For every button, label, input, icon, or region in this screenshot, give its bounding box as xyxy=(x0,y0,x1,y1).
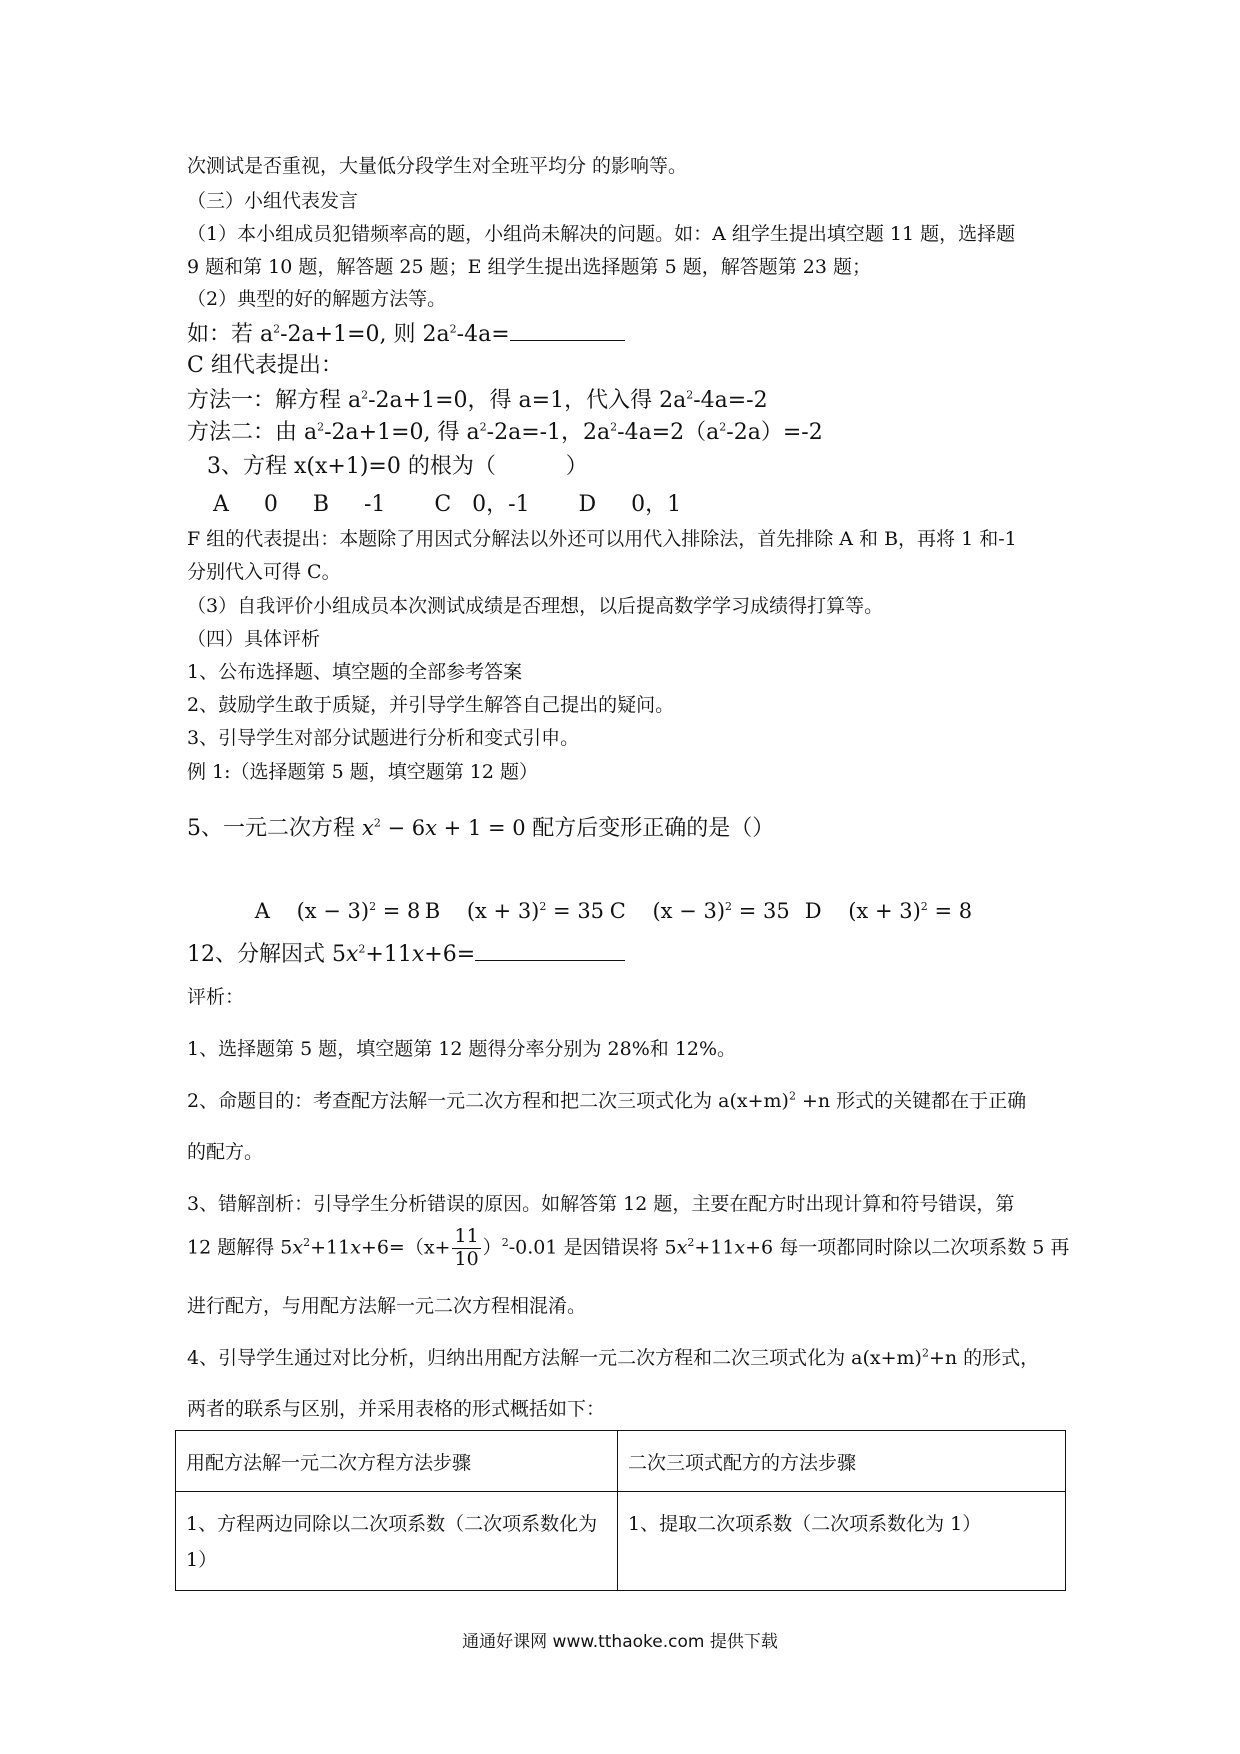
option-a xyxy=(255,901,425,922)
comparison-table xyxy=(175,1430,1066,1591)
text-run: +n 形式的关键都在于正确 xyxy=(795,1090,1027,1112)
section-heading: （三）小组代表发言 xyxy=(187,190,359,212)
table-header-cell: 用配方法解一元二次方程方法步骤 xyxy=(176,1431,618,1492)
exponent: 2 xyxy=(373,816,381,830)
text-line: 两者的联系与区别，并采用表格的形式概括如下： xyxy=(187,1398,606,1420)
text-run: 如：若 a xyxy=(187,322,274,347)
text-run: 12 题解得 5 xyxy=(187,1236,293,1259)
text-line: 9 题和第 10 题，解答题 25 题；E 组学生提出选择题第 5 题，解答题第 23 题； xyxy=(187,256,871,278)
method-two-line xyxy=(187,422,823,444)
exponent: 2 xyxy=(921,1346,929,1360)
fraction-denominator: 10 xyxy=(454,1247,479,1270)
exponent: 2 xyxy=(449,322,457,336)
option-c-value: = 35 xyxy=(732,899,790,923)
text-run: ） xyxy=(482,1236,502,1259)
text-line xyxy=(187,1089,1027,1112)
exponent: 2 xyxy=(539,900,547,913)
text-line: 评析： xyxy=(187,986,245,1008)
text-run: +6=（x+ xyxy=(360,1236,451,1259)
page-footer: 通通好课网 www.tthaoke.com 提供下载 xyxy=(462,1632,778,1652)
question-5-line xyxy=(187,818,774,840)
text-run: +11 xyxy=(310,1236,351,1259)
table-cell: 1、提取二次项系数（二次项系数化为 1） xyxy=(618,1492,1066,1591)
text-run: -4a=-2 xyxy=(693,388,768,413)
text-line: 3、错解剖析：引导学生分析错误的原因。如解答第 12 题，主要在配方时出现计算和符号错误，第 xyxy=(187,1193,1015,1215)
method-one-line xyxy=(187,390,768,412)
example-line xyxy=(187,322,625,346)
exponent: 2 xyxy=(686,388,694,402)
text-line: 1、选择题第 5 题，填空题第 12 题得分率分别为 28%和 12%。 xyxy=(187,1038,737,1060)
text-line xyxy=(187,1346,1040,1369)
option-d-text: D (x + 3) xyxy=(804,899,921,923)
math-var: x xyxy=(346,942,359,967)
option-b-text: B (x + 3) xyxy=(424,899,540,923)
math-var: x xyxy=(362,816,374,840)
exponent: 2 xyxy=(358,942,366,956)
exponent: 2 xyxy=(369,900,377,913)
text-line: 例 1:（选择题第 5 题，填空题第 12 题） xyxy=(187,761,538,783)
option-d xyxy=(805,901,972,922)
text-run: 2、命题目的：考查配方法解一元二次方程和把二次三项式化为 a(x+m) xyxy=(187,1090,789,1112)
math-var: x xyxy=(425,816,437,840)
text-run: -4a=2（a xyxy=(617,420,720,445)
exponent: 2 xyxy=(725,900,733,913)
table-row xyxy=(176,1492,1066,1591)
text-run: 方法二：由 a xyxy=(187,420,318,445)
section-heading: （四）具体评析 xyxy=(187,628,321,650)
table-header-cell: 二次三项式配方的方法步骤 xyxy=(618,1431,1066,1492)
math-run: − 6 xyxy=(380,816,426,840)
text-run: +11 xyxy=(365,942,412,967)
text-line: 1、公布选择题、填空题的全部参考答案 xyxy=(187,661,523,683)
exponent: 2 xyxy=(719,420,727,434)
math-var: x xyxy=(676,1236,688,1259)
text-line: （1）本小组成员犯错频率高的题，小组尚未解决的问题。如：A 组学生提出填空题 11 题，选择题 xyxy=(187,223,1016,245)
text-line: 进行配方，与用配方法解一元二次方程相混淆。 xyxy=(187,1295,587,1317)
option-a-text: A (x − 3) xyxy=(254,899,370,923)
option-b-value: = 35 xyxy=(546,899,605,923)
question-5-options xyxy=(228,880,972,943)
exponent: 2 xyxy=(317,420,325,434)
text-run: -2a+1=0, 得 a xyxy=(324,420,480,445)
text-line: （3）自我评价小组成员本次测试成绩是否理想，以后提高数学学习成绩得打算等。 xyxy=(187,595,884,617)
text-run: +6= xyxy=(424,942,476,967)
option-c-text: C (x − 3) xyxy=(609,899,726,923)
math-var: x xyxy=(734,1236,746,1259)
exponent: 2 xyxy=(920,900,928,913)
table-cell: 1、方程两边同除以二次项系数（二次项系数化为 1） xyxy=(176,1492,618,1591)
math-run: + 1 = 0 xyxy=(437,816,533,840)
table-header-row xyxy=(176,1431,1066,1492)
text-run: 方法一：解方程 a xyxy=(187,388,362,413)
fraction-numerator: 11 xyxy=(454,1225,479,1247)
option-a-value: = 8 xyxy=(376,899,421,923)
error-analysis-line xyxy=(187,1226,1069,1271)
text-run: -4a= xyxy=(456,322,510,347)
text-line: F 组的代表提出：本题除了用因式分解法以外还可以用代入排除法，首先排除 A 和 B，再将 1 和-1 xyxy=(187,528,1017,550)
answer-blank xyxy=(510,322,625,341)
text-line: （2）典型的好的解题方法等。 xyxy=(187,288,447,310)
text-run: -2a+1=0，得 a=1，代入得 2a xyxy=(368,388,687,413)
exponent: 2 xyxy=(361,388,369,402)
option-d-value: = 8 xyxy=(927,899,973,923)
fraction xyxy=(452,1226,480,1271)
options-line: A 0 B -1 C 0，-1 D 0，1 xyxy=(213,492,682,517)
question-12-line xyxy=(187,940,625,966)
answer-blank xyxy=(475,940,625,961)
text-run: +n 的形式， xyxy=(928,1347,1040,1369)
text-run: +11 xyxy=(694,1236,735,1259)
text-line: C 组代表提出： xyxy=(187,353,343,378)
exponent: 2 xyxy=(303,1236,311,1250)
exponent: 2 xyxy=(687,1236,695,1250)
text-run: +6 每一项都同时除以二次项系数 5 再 xyxy=(745,1236,1070,1259)
text-run: 4、引导学生通过对比分析，归纳出用配方法解一元二次方程和二次三项式化为 a(x+m) xyxy=(187,1347,922,1369)
option-c xyxy=(610,901,805,922)
text-line: 分别代入可得 C。 xyxy=(187,561,341,583)
math-var: x xyxy=(350,1236,361,1259)
math-var: x xyxy=(411,942,425,967)
text-run: -2a+1=0, 则 2a xyxy=(280,322,450,347)
exponent: 2 xyxy=(273,322,281,336)
text-run: 5、一元二次方程 xyxy=(187,816,362,841)
text-run: -2a=-1，2a xyxy=(486,420,611,445)
math-var: x xyxy=(292,1236,304,1259)
exponent: 2 xyxy=(501,1236,509,1250)
text-line: 3、引导学生对部分试题进行分析和变式引申。 xyxy=(187,727,580,749)
text-run: -2a）=-2 xyxy=(726,420,823,445)
text-run: -0.01 是因错误将 5 xyxy=(508,1236,677,1259)
option-b xyxy=(425,901,610,922)
question-line: 3、方程 x(x+1)=0 的根为（ ） xyxy=(207,454,588,479)
exponent: 2 xyxy=(479,420,487,434)
text-line: 的配方。 xyxy=(187,1141,264,1163)
text-line: 次测试是否重视，大量低分段学生对全班平均分 的影响等。 xyxy=(187,155,688,177)
text-line: 2、鼓励学生敢于质疑，并引导学生解答自己提出的疑问。 xyxy=(187,694,675,716)
text-run: 12、分解因式 5 xyxy=(187,942,346,967)
exponent: 2 xyxy=(788,1089,796,1103)
text-run: 配方后变形正确的是（） xyxy=(532,816,775,841)
exponent: 2 xyxy=(610,420,618,434)
